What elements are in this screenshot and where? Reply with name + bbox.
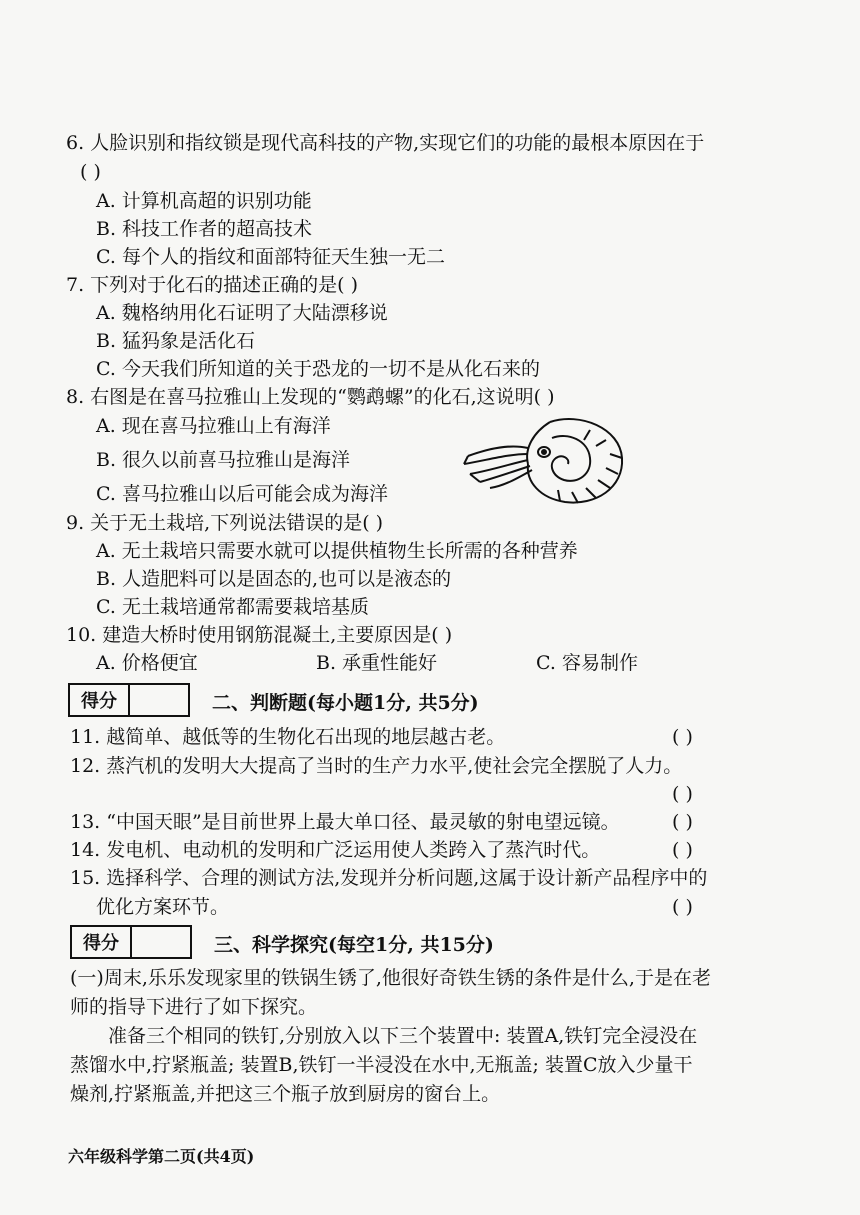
- section2-title: 二、判断题(每小题1分, 共5分): [212, 692, 479, 714]
- score-input[interactable]: [130, 685, 188, 715]
- q15-blank: ( ): [672, 896, 693, 918]
- q6-option-b: B. 科技工作者的超高技术: [96, 218, 313, 240]
- q15-text-line1: 15. 选择科学、合理的测试方法,发现并分析问题,这属于设计新产品程序中的: [70, 867, 708, 889]
- q12-blank: ( ): [672, 783, 693, 805]
- q8-option-c: C. 喜马拉雅山以后可能会成为海洋: [96, 483, 388, 505]
- q14-text: 14. 发电机、电动机的发明和广泛运用使人类跨入了蒸汽时代。: [70, 839, 601, 861]
- score-label: 得分: [72, 927, 132, 957]
- q9-option-a: A. 无土栽培只需要水就可以提供植物生长所需的各种营养: [96, 540, 578, 562]
- q10-option-a: A. 价格便宜: [96, 652, 198, 674]
- score-input[interactable]: [132, 927, 190, 957]
- q8-stem: 8. 右图是在喜马拉雅山上发现的“鹦鹉螺”的化石,这说明( ): [66, 386, 555, 408]
- q6-stem: 6. 人脸识别和指纹锁是现代高科技的产物,实现它们的功能的最根本原因在于: [66, 132, 705, 154]
- q7-option-b: B. 猛犸象是活化石: [96, 330, 256, 352]
- q9-stem: 9. 关于无土栽培,下列说法错误的是( ): [66, 512, 384, 534]
- para1-line2: 师的指导下进行了如下探究。: [70, 996, 318, 1018]
- para2-line3: 燥剂,拧紧瓶盖,并把这三个瓶子放到厨房的窗台上。: [70, 1083, 501, 1105]
- q10-option-b: B. 承重性能好: [316, 652, 438, 674]
- q7-option-c: C. 今天我们所知道的关于恐龙的一切不是从化石来的: [96, 358, 540, 380]
- nautilus-fossil-illustration: [460, 408, 630, 508]
- q8-option-a: A. 现在喜马拉雅山上有海洋: [96, 415, 331, 437]
- q9-option-b: B. 人造肥料可以是固态的,也可以是液态的: [96, 568, 452, 590]
- q6-option-a: A. 计算机高超的识别功能: [96, 190, 312, 212]
- q7-stem: 7. 下列对于化石的描述正确的是( ): [66, 274, 359, 296]
- q15-text-line2: 优化方案环节。: [96, 896, 230, 918]
- q9-option-c: C. 无土栽培通常都需要栽培基质: [96, 596, 369, 618]
- section3-title: 三、科学探究(每空1分, 共15分): [214, 934, 494, 956]
- para2-line1: 准备三个相同的铁钉,分别放入以下三个装置中: 装置A,铁钉完全浸没在: [108, 1025, 698, 1047]
- q13-blank: ( ): [672, 811, 693, 833]
- para1-line1: (一)周末,乐乐发现家里的铁锅生锈了,他很好奇铁生锈的条件是什么,于是在老: [70, 967, 711, 989]
- score-box-section3: [70, 925, 192, 959]
- q14-blank: ( ): [672, 839, 693, 861]
- q10-option-c: C. 容易制作: [536, 652, 638, 674]
- score-box-section2: [68, 683, 190, 717]
- para2-line2: 蒸馏水中,拧紧瓶盖; 装置B,铁钉一半浸没在水中,无瓶盖; 装置C放入少量干: [70, 1054, 693, 1076]
- q13-text: 13. “中国天眼”是目前世界上最大单口径、最灵敏的射电望远镜。: [70, 811, 620, 833]
- q11-blank: ( ): [672, 726, 693, 748]
- q6-option-c: C. 每个人的指纹和面部特征天生独一无二: [96, 246, 445, 268]
- q8-option-b: B. 很久以前喜马拉雅山是海洋: [96, 449, 351, 471]
- q11-text: 11. 越简单、越低等的生物化石出现的地层越古老。: [70, 726, 506, 748]
- q7-option-a: A. 魏格纳用化石证明了大陆漂移说: [96, 302, 388, 324]
- score-label: 得分: [70, 685, 130, 715]
- q6-answer-blank: ( ): [80, 161, 101, 183]
- page-footer: 六年级科学第二页(共4页): [68, 1147, 255, 1166]
- q12-text: 12. 蒸汽机的发明大大提高了当时的生产力水平,使社会完全摆脱了人力。: [70, 755, 683, 777]
- q10-stem: 10. 建造大桥时使用钢筋混凝土,主要原因是( ): [66, 624, 453, 646]
